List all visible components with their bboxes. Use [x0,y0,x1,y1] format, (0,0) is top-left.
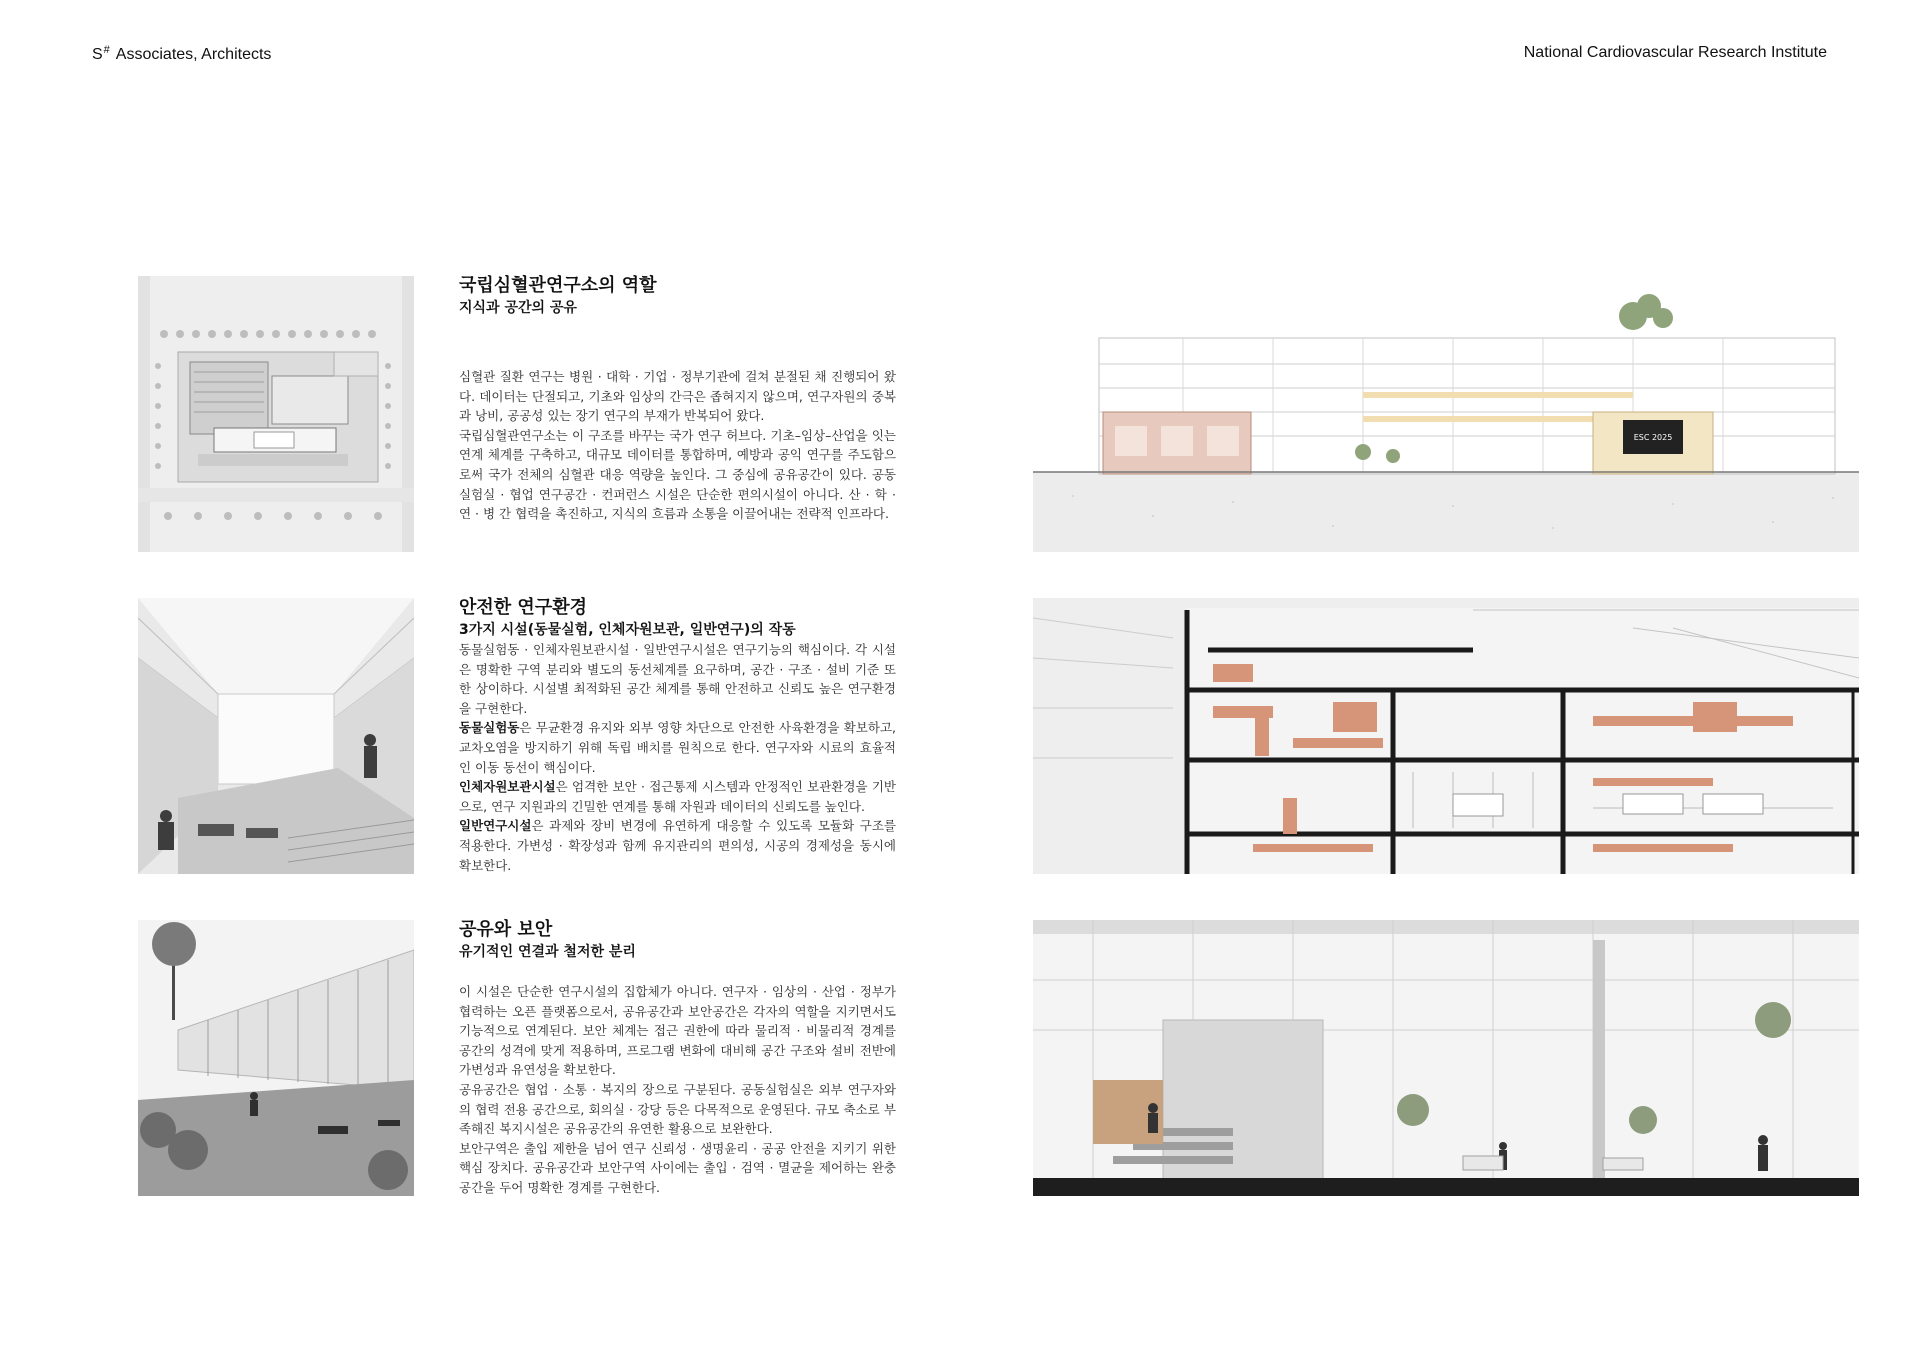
atrium-interior-image [138,598,414,874]
section-title: 공유와 보안 [459,919,553,940]
body-paragraph: 국립심혈관연구소는 이 구조를 바꾸는 국가 연구 허브다. 기초–임상–산업을 잇는 연계 체계를 구축하고, 대규모 데이터를 통합하며, 예방과 공익 연구를 주도함으로써 국가 전체의 심혈관 대응 역량을 높인다. 그 중심에 공유공간이 있다. 공동실험실 · 협업 연구공간 · 컨퍼런스 시설은 단순한 편의시설이 아니다. 산 · 학 · 연 · 병 간 협력을 촉진하고, 지식의 흐름과 소통을 이끌어내는 전략적 인프라다. [459,427,896,522]
section-title: 안전한 연구환경 [459,597,587,618]
body-paragraph: 심혈관 질환 연구는 병원 · 대학 · 기업 · 정부기관에 걸쳐 분절된 채 진행되어 왔다. 데이터는 단절되고, 기초와 임상의 간극은 좁혀지지 않으며, 연구자원의 중복과 낭비, 공공성 있는 장기 연구의 부재가 반복되어 왔다. [459,369,896,424]
site-plan-image [138,276,414,552]
lab-section-diagram-image [1033,598,1859,874]
paragraph-lead: 동물실험동 [459,720,520,736]
section-subtitle: 유기적인 연결과 철저한 분리 [459,944,636,960]
section-role [459,274,896,524]
paragraph-lead: 인체자원보관시설 [459,779,556,795]
section-sign-text: ESC 2025 [1633,433,1673,442]
section-title: 국립심혈관연구소의 역할 [459,275,657,296]
garden-walkway-image [138,920,414,1196]
section-share-security [459,918,896,1198]
paragraph-lead: 일반연구시설 [459,818,532,834]
section-subtitle: 지식과 공간의 공유 [459,300,577,316]
body-paragraph: 동물실험동은 무균환경 유지와 외부 영향 차단으로 안전한 사육환경을 확보하고, 교차오염을 방지하기 위해 독립 배치를 원칙으로 한다. 연구자와 시료의 효율적인 이동 동선이 핵심이다. [459,720,896,775]
body-paragraph: 인체자원보관시설은 엄격한 보안 · 접근통제 시스템과 안정적인 보관환경을 기반으로, 연구 지원과의 긴밀한 연계를 통해 자원과 데이터의 신뢰도를 높인다. [459,779,896,814]
body-paragraph: 동물실험동 · 인체자원보관시설 · 일반연구시설은 연구기능의 핵심이다. 각 시설은 명확한 구역 분리와 별도의 동선체계를 요구하며, 공간 · 구조 · 설비 기준 또한 상이하다. 시설별 최적화된 공간 체계를 통해 안전하고 신뢰도 높은 연구환경을 구현한다. [459,642,896,716]
body-paragraph: 보안구역은 출입 제한을 넘어 연구 신뢰성 · 생명윤리 · 공공 안전을 지키기 위한 핵심 장치다. 공유공간과 보안구역 사이에는 출입 · 검역 · 멸균을 제어하는 완충공간을 두어 명확한 경계를 구현한다. [459,1140,896,1195]
section-safety [459,596,896,875]
project-title: National Cardiovascular Research Institute [1523,44,1827,61]
body-paragraph: 일반연구시설은 과제와 장비 변경에 유연하게 대응할 수 있도록 모듈화 구조를 적용한다. 가변성 · 확장성과 함께 유지관리의 편의성, 시공의 경제성을 동시에 확보한다. [459,818,896,873]
section-body [459,982,896,1198]
firm-name: S# Associates, Architects [92,44,272,63]
section-body [459,367,896,524]
body-paragraph: 이 시설은 단순한 연구시설의 집합체가 아니다. 연구자 · 임상의 · 산업 · 정부가 협력하는 오픈 플랫폼으로서, 공유공간과 보안공간은 각자의 역할을 지키면서도 기능적으로 연계된다. 보안 체계는 접근 권한에 따라 물리적 · 비물리적 경계를 공간의 성격에 맞게 적용하며, 프로그램 변화에 대비해 공간 구조와 설비 전반에 가변성과 유연성을 확보한다. [459,984,896,1078]
lobby-perspective-image [1033,920,1859,1196]
section-body [459,640,896,875]
building-long-section-image [1033,276,1859,552]
body-paragraph: 공유공간은 협업 · 소통 · 복지의 장으로 구분된다. 공동실험실은 외부 연구자와의 협력 전용 공간으로, 회의실 · 강당 등은 다목적으로 운영된다. 규모 축소로 부족해진 복지시설은 공유공간의 유연한 활용으로 보완한다. [459,1081,896,1137]
section-subtitle: 3가지 시설(동물실험, 인체자원보관, 일반연구)의 작동 [459,622,796,638]
